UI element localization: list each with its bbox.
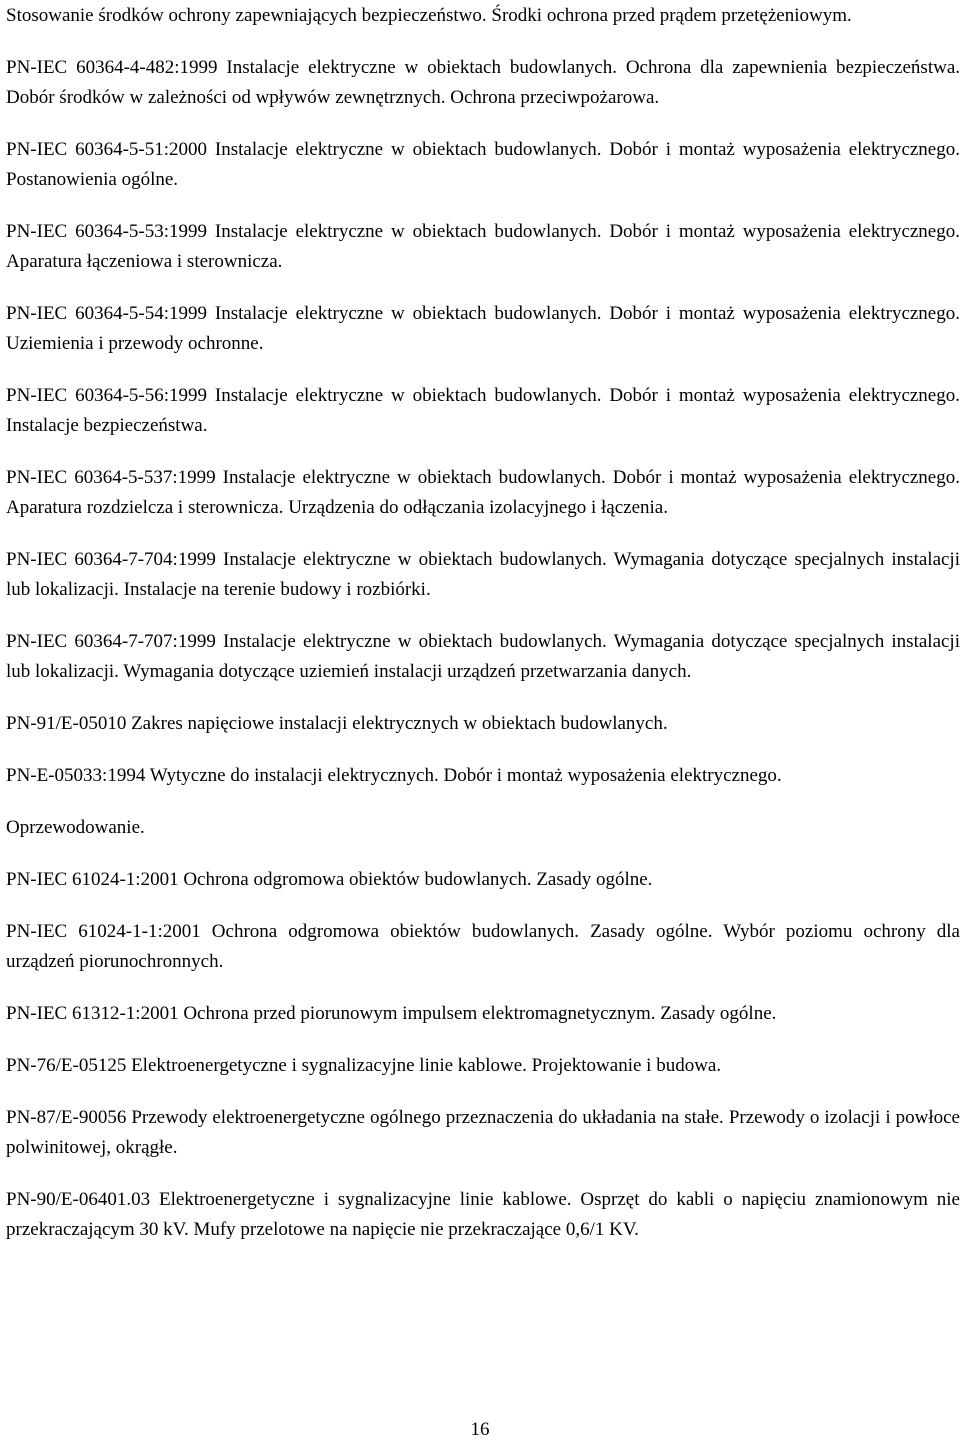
page-number: 16 [470, 1419, 490, 1440]
standards-entry-3: PN-IEC 60364-5-51:2000 Instalacje elektryczne w obiektach budowlanych. Dobór i montaż wyposażenia elektrycznego. Postanowienia ogólne. [6, 139, 960, 190]
standards-entry-7: PN-IEC 60364-5-537:1999 Instalacje elektryczne w obiektach budowlanych. Dobór i montaż wyposażenia elektrycznego. Aparatura rozdzielcza i sterownicza. Urządzenia do odłączania izolacyjnego i łączenia. [6, 467, 960, 518]
standards-entry-11: PN-E-05033:1994 Wytyczne do instalacji elektrycznych. Dobór i montaż wyposażenia elektrycznego. [6, 765, 782, 786]
standards-entry-8: PN-IEC 60364-7-704:1999 Instalacje elektryczne w obiektach budowlanych. Wymagania dotyczące specjalnych instalacji lub lokalizacji. Instalacje na terenie budowy i rozbiórki. [6, 549, 960, 600]
standards-entry-5: PN-IEC 60364-5-54:1999 Instalacje elektryczne w obiektach budowlanych. Dobór i montaż wyposażenia elektrycznego. Uziemienia i przewody ochronne. [6, 303, 960, 354]
standards-entry-18: PN-90/E-06401.03 Elektroenergetyczne i sygnalizacyjne linie kablowe. Osprzęt do kabli o napięciu znamionowym nie przekraczającym 30 kV. Mufy przelotowe na napięcie nie przekraczające 0,6/1 KV. [6, 1189, 960, 1240]
standards-entry-9: PN-IEC 60364-7-707:1999 Instalacje elektryczne w obiektach budowlanych. Wymagania dotyczące specjalnych instalacji lub lokalizacji. Wymagania dotyczące uziemień instalacji urządzeń przetwarzania danych. [6, 631, 960, 682]
standards-entry-14: PN-IEC 61024-1-1:2001 Ochrona odgromowa obiektów budowlanych. Zasady ogólne. Wybór poziomu ochrony dla urządzeń piorunochronnych. [6, 921, 960, 972]
standards-entry-4: PN-IEC 60364-5-53:1999 Instalacje elektryczne w obiektach budowlanych. Dobór i montaż wyposażenia elektrycznego. Aparatura łączeniowa i sterownicza. [6, 221, 960, 272]
standards-entry-1: Stosowanie środków ochrony zapewniających bezpieczeństwo. Środki ochrona przed prądem przetężeniowym. [6, 5, 852, 26]
standards-entry-17: PN-87/E-90056 Przewody elektroenergetyczne ogólnego przeznaczenia do układania na stałe. Przewody o izolacji i powłoce polwinitowej, okrągłe. [6, 1107, 960, 1158]
standards-entry-6: PN-IEC 60364-5-56:1999 Instalacje elektryczne w obiektach budowlanych. Dobór i montaż wyposażenia elektrycznego. Instalacje bezpieczeństwa. [6, 385, 960, 436]
standards-entry-15: PN-IEC 61312-1:2001 Ochrona przed piorunowym impulsem elektromagnetycznym. Zasady ogólne. [6, 1003, 777, 1024]
document-page [6, 0, 960, 1442]
standards-entry-13: PN-IEC 61024-1:2001 Ochrona odgromowa obiektów budowlanych. Zasady ogólne. [6, 869, 653, 890]
standards-entry-2: PN-IEC 60364-4-482:1999 Instalacje elektryczne w obiektach budowlanych. Ochrona dla zapewnienia bezpieczeństwa. Dobór środków w zależności od wpływów zewnętrznych. Ochrona przeciwpożarowa. [6, 57, 960, 108]
standards-entry-16: PN-76/E-05125 Elektroenergetyczne i sygnalizacyjne linie kablowe. Projektowanie i budowa. [6, 1055, 722, 1076]
standards-entry-12: Oprzewodowanie. [6, 817, 145, 838]
standards-entry-10: PN-91/E-05010 Zakres napięciowe instalacji elektrycznych w obiektach budowlanych. [6, 713, 668, 734]
